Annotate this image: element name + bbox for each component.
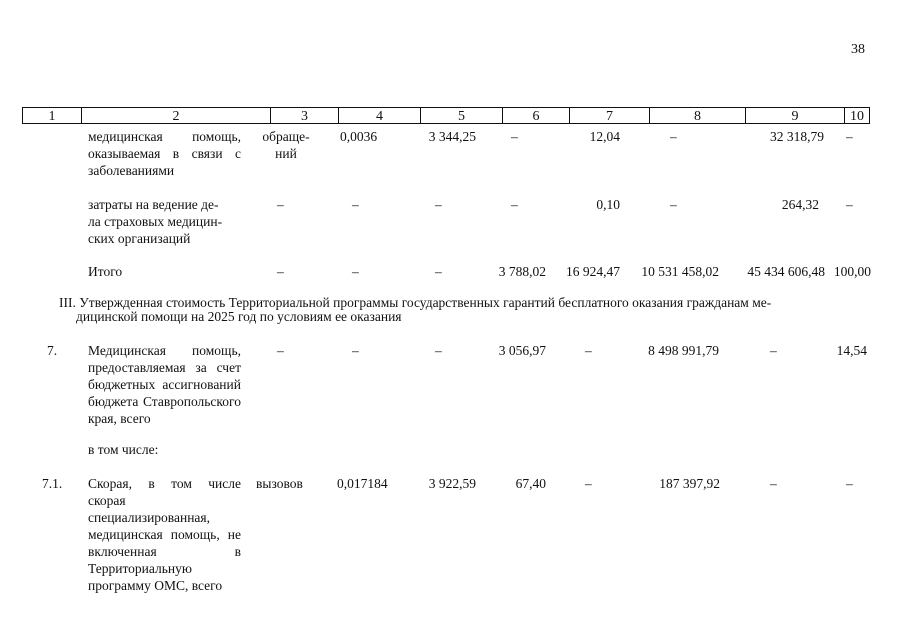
row-name: Итого [88, 264, 123, 279]
cell-c6: 67,40 [515, 476, 546, 491]
header-col-5: 5 [421, 107, 503, 124]
cell-c9: – [770, 476, 777, 491]
cell-c5: – [435, 343, 442, 358]
cell-unit: – [277, 264, 284, 279]
row-number: 7. [47, 343, 58, 358]
cell-c9: – [770, 343, 777, 358]
header-col-9: 9 [746, 107, 845, 124]
cell-c8: 187 397,92 [659, 476, 720, 491]
cell-c4: – [352, 264, 359, 279]
subtotal-label: в том числе: [88, 442, 159, 457]
cell-c6: – [511, 129, 518, 144]
cell-c7: 16 924,47 [566, 264, 620, 279]
cell-c9: 32 318,79 [770, 129, 824, 144]
header-col-1: 1 [22, 107, 82, 124]
cell-c8: – [670, 197, 677, 212]
row-name: Скорая, в том числе скорая специализированная, медицинская помощь, не включенная в Территориальную программу ОМС, всего [88, 476, 241, 593]
header-col-7: 7 [570, 107, 650, 124]
cell-unit: – [277, 197, 284, 212]
row-unit: обраще- ний [262, 129, 310, 161]
cell-c5: – [435, 197, 442, 212]
row-name: Медицинская помощь, предоставляемая за счет бюджетных ассигнований бюджета Ставропольского края, всего [88, 343, 241, 426]
cell-c6: 3 056,97 [498, 343, 546, 358]
cell-c5: – [435, 264, 442, 279]
cell-c8: – [670, 129, 677, 144]
cell-c4: – [352, 343, 359, 358]
header-col-8: 8 [650, 107, 746, 124]
cell-c10: 100,00 [833, 264, 871, 279]
cell-unit: вызовов [256, 476, 303, 491]
row-name: затраты на ведение де- ла страховых медицин- ских организаций [88, 197, 223, 246]
cell-c7: – [585, 476, 592, 491]
cell-c8: 10 531 458,02 [641, 264, 719, 279]
header-col-6: 6 [503, 107, 570, 124]
header-col-2: 2 [82, 107, 271, 124]
cell-c10: – [846, 129, 853, 144]
cell-c6: 3 788,02 [498, 264, 546, 279]
cell-c5: 3 922,59 [428, 476, 476, 491]
header-col-4: 4 [339, 107, 421, 124]
cell-c5: 3 344,25 [428, 129, 476, 144]
cell-unit: – [277, 343, 284, 358]
cell-c7: 0,10 [596, 197, 620, 212]
cell-c4: 0,017184 [337, 476, 388, 491]
table-header-row [22, 107, 870, 125]
page-number: 38 [851, 42, 865, 57]
cell-c8: 8 498 991,79 [648, 343, 719, 358]
row-name: медицинская помощь, оказываемая в связи с заболеваниями [88, 129, 241, 178]
cell-c9: 45 434 606,48 [747, 264, 825, 279]
cell-c10: – [846, 197, 853, 212]
section-heading: III. Утвержденная стоимость Территориальной программы государственных гарантий бесплатного оказания гражданам ме- дицинской помощи на 2025 год по условиям ее оказания [59, 295, 772, 324]
cell-c10: – [846, 476, 853, 491]
row-number: 7.1. [42, 476, 63, 491]
cell-c4: 0,0036 [340, 129, 378, 144]
cell-c4: – [352, 197, 359, 212]
cell-c9: 264,32 [781, 197, 819, 212]
cell-c7: – [585, 343, 592, 358]
cell-c6: – [511, 197, 518, 212]
cell-c7: 12,04 [589, 129, 620, 144]
header-col-10: 10 [845, 107, 870, 124]
cell-c10: 14,54 [836, 343, 867, 358]
header-col-3: 3 [271, 107, 339, 124]
